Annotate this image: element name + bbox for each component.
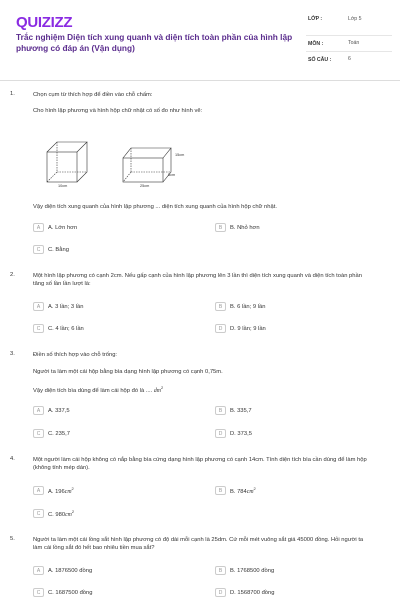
option-text: A. 3 lần; 3 lần <box>48 303 84 310</box>
option-letter: B <box>215 486 226 495</box>
answer-option[interactable] <box>215 588 274 597</box>
question-prompt: Chọn cụm từ thích hợp để điền vào chỗ chấm: <box>33 92 153 98</box>
option-value: B. 784 <box>230 488 247 495</box>
question-number: 4. <box>10 456 15 462</box>
unit-text: cm <box>65 511 72 518</box>
question-followup: Vậy diện tích xung quanh của hình lập phương ... diện tích xung quanh của hình hộp chữ nhật. <box>33 204 277 210</box>
question-subtext: Người ta làm một cái hộp bằng bìa dạng hình lập phương có cạnh 0,75m. <box>33 369 223 375</box>
answer-option[interactable] <box>33 223 77 232</box>
option-text: D. 1568700 đồng <box>230 589 275 596</box>
option-text: C. Bằng <box>48 246 69 253</box>
unit-text: dm <box>153 387 161 394</box>
box-width-label: 5cm <box>168 173 176 177</box>
option-letter: D <box>215 429 226 438</box>
question-number: 3. <box>10 351 15 357</box>
option-letter: D <box>215 588 226 597</box>
unit-text: cm <box>246 488 254 495</box>
answer-option[interactable] <box>33 324 84 333</box>
option-letter: A <box>33 566 44 575</box>
option-text: B. Nhỏ hơn <box>230 224 260 231</box>
worksheet-header <box>8 8 392 70</box>
option-letter: B <box>215 223 226 232</box>
option-letter: A <box>33 223 44 232</box>
option-letter: C <box>33 324 44 333</box>
option-text: D. 9 lần; 9 lần <box>230 325 266 332</box>
meta-table <box>306 14 392 67</box>
unit-exponent: 2 <box>71 486 74 492</box>
option-letter: B <box>215 302 226 311</box>
meta-row-count <box>306 51 392 67</box>
meta-label: MÔN : <box>308 40 324 47</box>
unit-exponent: 2 <box>253 486 256 492</box>
option-text: B. 1768500 đồng <box>230 567 275 574</box>
meta-row-class <box>306 14 392 35</box>
option-text: B. 335,7 <box>230 407 252 414</box>
answer-option[interactable] <box>215 486 256 495</box>
answer-option[interactable] <box>33 302 83 311</box>
answer-option[interactable] <box>33 566 92 575</box>
answer-option[interactable] <box>215 324 266 333</box>
meta-value: Lớp 5 <box>348 16 362 22</box>
answer-option[interactable] <box>33 486 74 495</box>
option-letter: B <box>215 406 226 415</box>
answer-option[interactable] <box>215 566 274 575</box>
meta-label: SỐ CÂU : <box>308 56 332 63</box>
answer-option[interactable] <box>33 429 70 438</box>
option-text: C. 4 lần; 6 lần <box>48 325 84 332</box>
header-divider <box>0 80 400 81</box>
option-text: C. 1687500 đồng <box>48 589 93 596</box>
question-number: 1. <box>10 91 15 97</box>
unit-exponent: 2 <box>160 385 164 390</box>
question-number: 2. <box>10 272 15 278</box>
worksheet-title: Trắc nghiệm Diện tích xung quanh và diện tích toàn phần của hình lập phương có đáp án (Vận dụng) <box>16 32 293 54</box>
question-prompt: Người ta làm một cái lồng sắt hình lập phương có độ dài mỗi cạnh là 25dm. Cứ mỗi mét vuông sắt giá 45000 đồng. Hỏi người ta làm cái lồng sắt đó hết bao nhiêu tiền mua sắt? <box>33 537 364 552</box>
answer-option[interactable] <box>215 302 265 311</box>
option-letter: A <box>33 406 44 415</box>
cube-edge-label: 10cm <box>58 184 68 188</box>
option-value: A. 196 <box>48 488 65 495</box>
meta-value: Toán <box>348 39 360 46</box>
box-height-label: 15cm <box>175 153 185 157</box>
quizizz-logo: QUIZIZZ <box>16 14 73 31</box>
meta-row-subject <box>306 35 392 51</box>
option-letter: C <box>33 245 44 254</box>
option-letter: C <box>33 509 44 518</box>
question-subtext: Cho hình lập phương và hình hộp chữ nhật có số đo như hình vẽ: <box>33 108 203 114</box>
answer-option[interactable] <box>33 588 92 597</box>
option-text: A. 337,5 <box>48 407 70 414</box>
answer-option[interactable] <box>215 429 252 438</box>
option-text <box>48 509 74 518</box>
answer-option[interactable] <box>33 406 70 415</box>
cube-and-box-figure <box>45 140 205 190</box>
option-text <box>230 486 256 495</box>
option-letter: B <box>215 566 226 575</box>
question-followup <box>33 385 373 395</box>
option-text: A. Lớn hơn <box>48 224 78 231</box>
meta-label: LỚP : <box>308 16 323 22</box>
answer-option[interactable] <box>215 223 260 232</box>
unit-exponent: 2 <box>71 509 75 515</box>
unit-text: cm <box>64 488 72 495</box>
option-letter: D <box>215 324 226 333</box>
option-letter: A <box>33 302 44 311</box>
option-value: C. 980 <box>48 511 66 518</box>
answer-option[interactable] <box>215 406 252 415</box>
option-text: A. 1876500 đồng <box>48 567 93 574</box>
answer-option[interactable] <box>33 509 74 518</box>
question-prompt: Điền số thích hợp vào chỗ trống: <box>33 352 118 358</box>
option-text: B. 6 lần; 9 lần <box>230 303 266 310</box>
meta-value: 6 <box>348 55 351 62</box>
answer-option[interactable] <box>33 245 69 254</box>
box-length-label: 25cm <box>140 184 150 188</box>
question-number: 5. <box>10 536 15 542</box>
option-letter: C <box>33 429 44 438</box>
followup-text: Vậy diện tích bìa dùng để làm cái hộp đó là .... <box>33 387 154 394</box>
option-letter: C <box>33 588 44 597</box>
question-prompt: Một hình lập phương có cạnh 2cm. Nếu gấp cạnh của hình lập phương lên 3 lần thì diện tích xung quanh và diện tích toàn phần tăng số lần lần lượt là: <box>33 273 362 288</box>
option-text <box>48 486 74 495</box>
question-prompt: Một người làm cái hộp không có nắp bằng bìa cứng dạng hình lập phương có cạnh 14cm. Tính diện tích bìa cần dùng để làm hộp (không tính mép dán). <box>33 457 367 472</box>
option-text: C. 235,7 <box>48 430 70 437</box>
option-letter: A <box>33 486 44 495</box>
option-text: D. 373,5 <box>230 430 252 437</box>
